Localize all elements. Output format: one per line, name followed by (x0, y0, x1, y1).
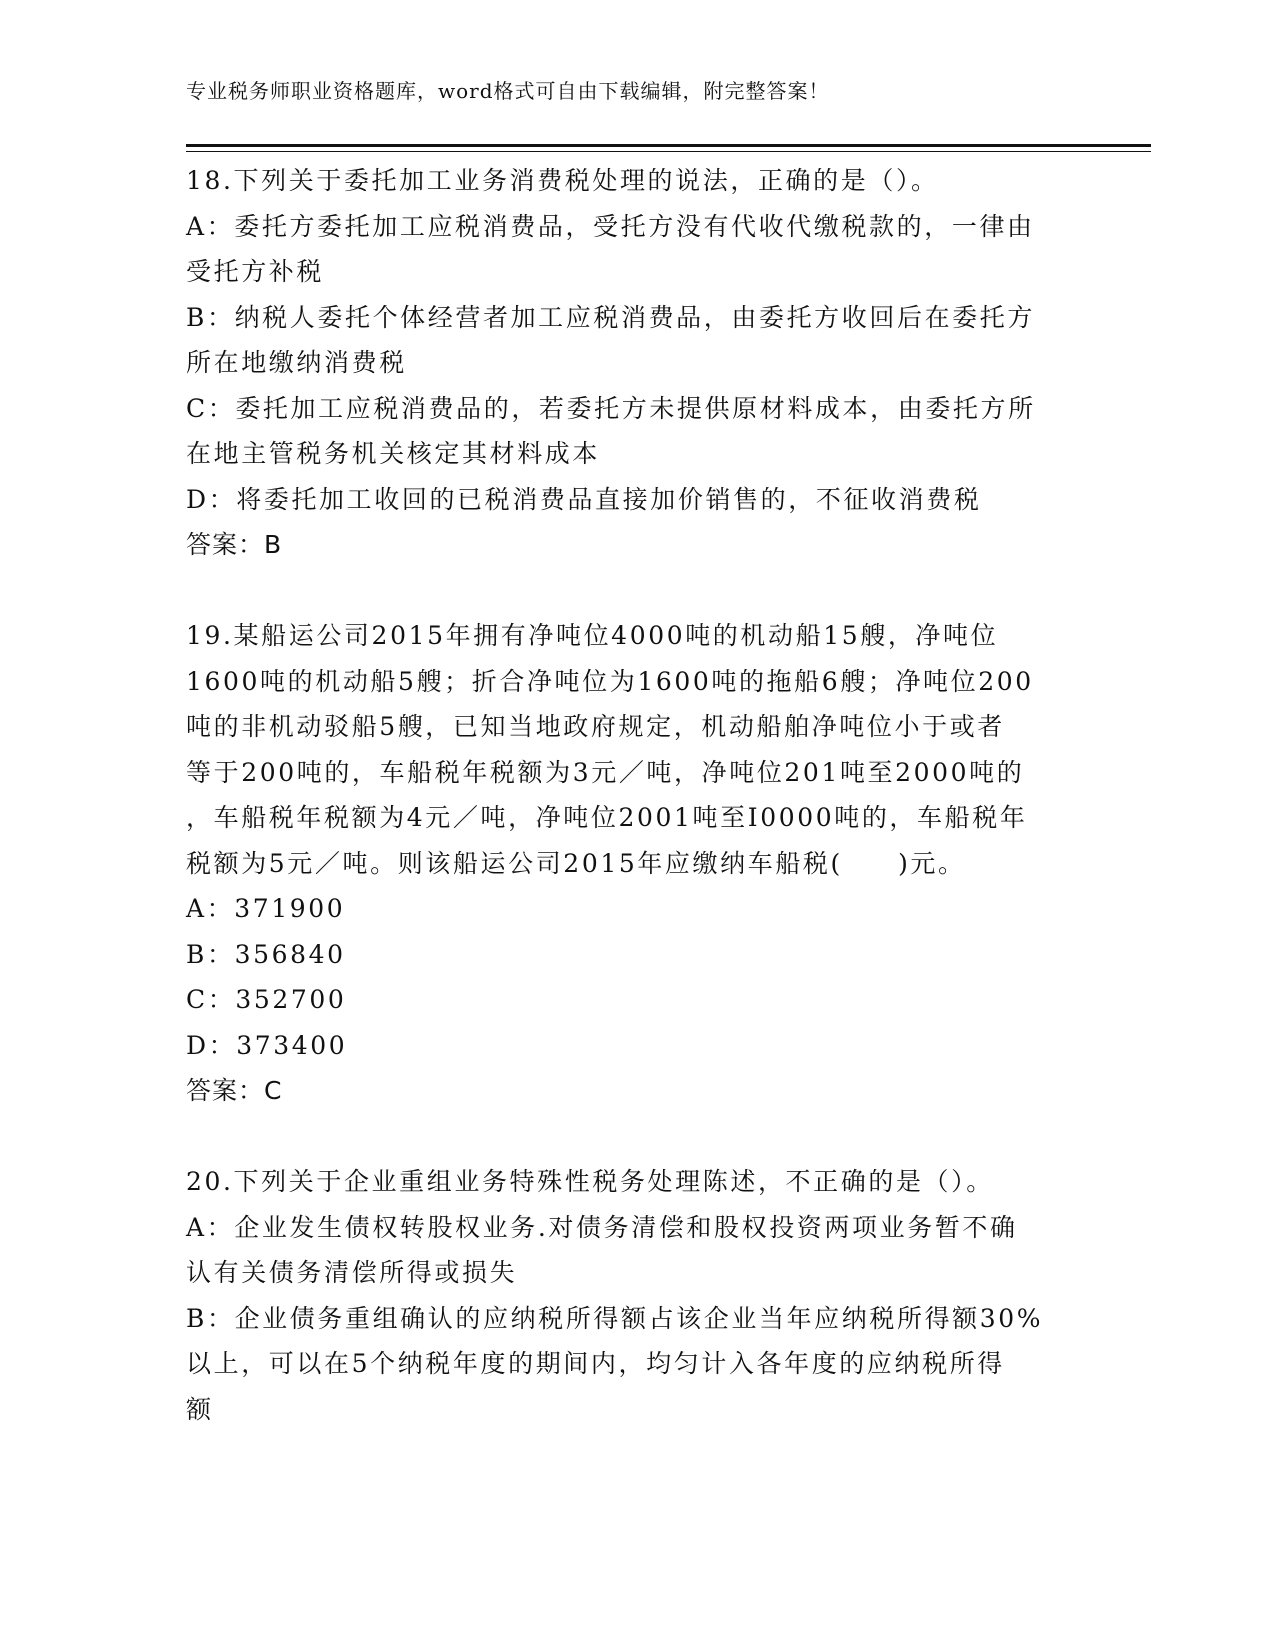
question-stem-cont: 吨的非机动驳船5艘，已知当地政府规定，机动船舶净吨位小于或者 (186, 712, 1005, 741)
question-stem: 20.下列关于企业重组业务特殊性税务处理陈述，不正确的是（）。 (186, 1167, 994, 1196)
option-b-cont: 所在地缴纳消费税 (186, 348, 407, 377)
page-header: 专业税务师职业资格题库，word格式可自由下载编辑，附完整答案！ (186, 79, 830, 103)
option-a: A：企业发生债权转股权业务.对债务清偿和股权投资两项业务暂不确 (186, 1212, 1018, 1242)
spacer (186, 568, 1066, 614)
option-d: D：373400 (186, 1030, 348, 1060)
option-b-cont: 以上，可以在5个纳税年度的期间内，均匀计入各年度的应纳税所得 (186, 1349, 1005, 1378)
option-a-cont: 受托方补税 (186, 257, 325, 286)
question-stem: 18.下列关于委托加工业务消费税处理的说法，正确的是（）。 (186, 166, 939, 195)
question-stem-cont: 1600吨的机动船5艘；折合净吨位为1600吨的拖船6艘；净吨位200 (186, 666, 1034, 696)
option-c-cont: 在地主管税务机关核定其材料成本 (186, 439, 601, 468)
answer-label: 答案：C (186, 1076, 283, 1105)
answer-label: 答案：B (186, 530, 283, 559)
option-b-cont: 额 (186, 1394, 214, 1424)
option-d: D：将委托加工收回的已税消费品直接加价销售的，不征收消费税 (186, 484, 982, 514)
question-stem-cont: 税额为5元／吨。则该船运公司2015年应缴纳车船税( )元。 (186, 848, 966, 878)
question-stem: 19.某船运公司2015年拥有净吨位4000吨的机动船15艘，净吨位 (186, 621, 999, 650)
option-a-cont: 认有关债务清偿所得或损失 (186, 1258, 518, 1287)
option-c: C：委托加工应税消费品的，若委托方未提供原材料成本，由委托方所 (186, 393, 1036, 423)
header-rule-thick (186, 144, 1151, 147)
document-body (186, 158, 1066, 1432)
header-rule-thin (186, 151, 1151, 152)
question-stem-cont: ，车船税年税额为4元／吨，净吨位2001吨至I0000吨的，车船税年 (186, 803, 1028, 832)
question-stem-cont: 等于200吨的，车船税年税额为3元／吨，净吨位201吨至2000吨的 (186, 757, 1025, 787)
question-19 (186, 613, 1066, 1114)
question-20 (186, 1159, 1066, 1432)
spacer (186, 1114, 1066, 1160)
option-c: C：352700 (186, 985, 347, 1014)
option-b: B：纳税人委托个体经营者加工应税消费品，由委托方收回后在委托方 (186, 302, 1035, 332)
option-b: B：356840 (186, 939, 346, 969)
option-a: A：委托方委托加工应税消费品，受托方没有代收代缴税款的，一律由 (186, 211, 1035, 241)
option-b: B：企业债务重组确认的应纳税所得额占该企业当年应纳税所得额30% (186, 1303, 1044, 1333)
option-a: A：371900 (186, 894, 346, 923)
question-18 (186, 158, 1066, 568)
